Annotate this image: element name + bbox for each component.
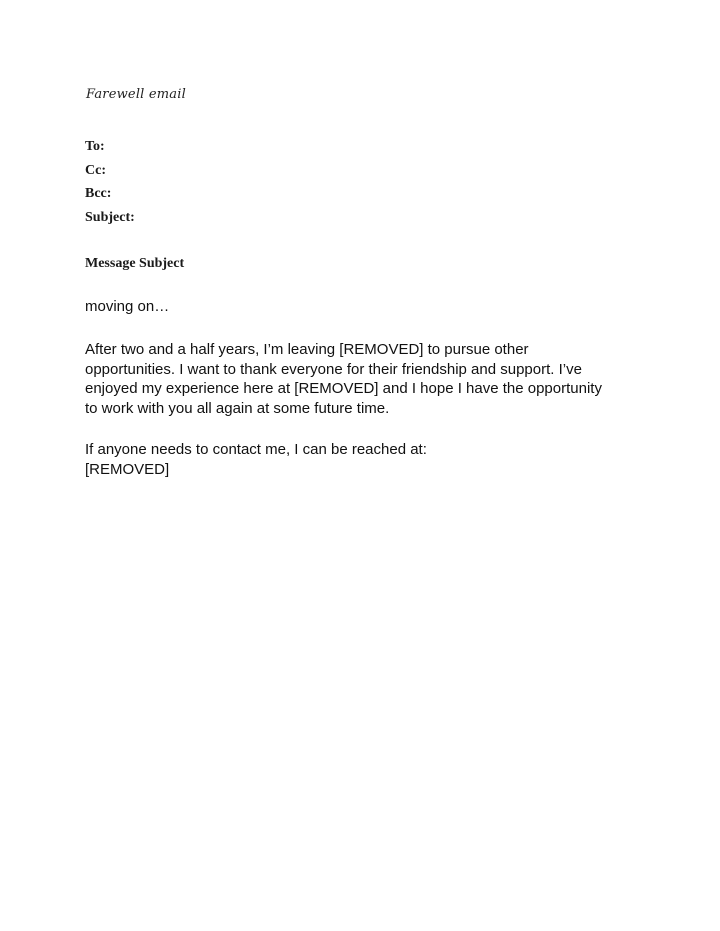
paragraph-1-line: After two and a half years, I’m leaving [REMOVED] to pursue other <box>85 341 529 358</box>
message-paragraph-2 <box>85 440 645 479</box>
paragraph-2-line: If anyone needs to contact me, I can be reached at: <box>85 441 427 458</box>
message-subject-text: moving on… <box>85 298 170 315</box>
document-title: Farewell email <box>86 87 186 102</box>
message-paragraph-1 <box>85 340 645 418</box>
paragraph-1-line: opportunities. I want to thank everyone for their friendship and support. I’ve <box>85 360 582 378</box>
email-headers <box>85 138 135 232</box>
paragraph-2-line: [REMOVED] <box>85 460 170 478</box>
to-field-label: To: <box>85 139 105 154</box>
message-subject-label: Message Subject <box>85 256 185 271</box>
subject-field-label: Subject: <box>85 209 135 225</box>
paragraph-1-line: to work with you all again at some future time. <box>85 399 390 417</box>
bcc-field-label: Bcc: <box>85 186 112 201</box>
cc-field-label: Cc: <box>85 162 106 178</box>
paragraph-1-line: enjoyed my experience here at [REMOVED] and I hope I have the opportunity <box>85 380 602 397</box>
